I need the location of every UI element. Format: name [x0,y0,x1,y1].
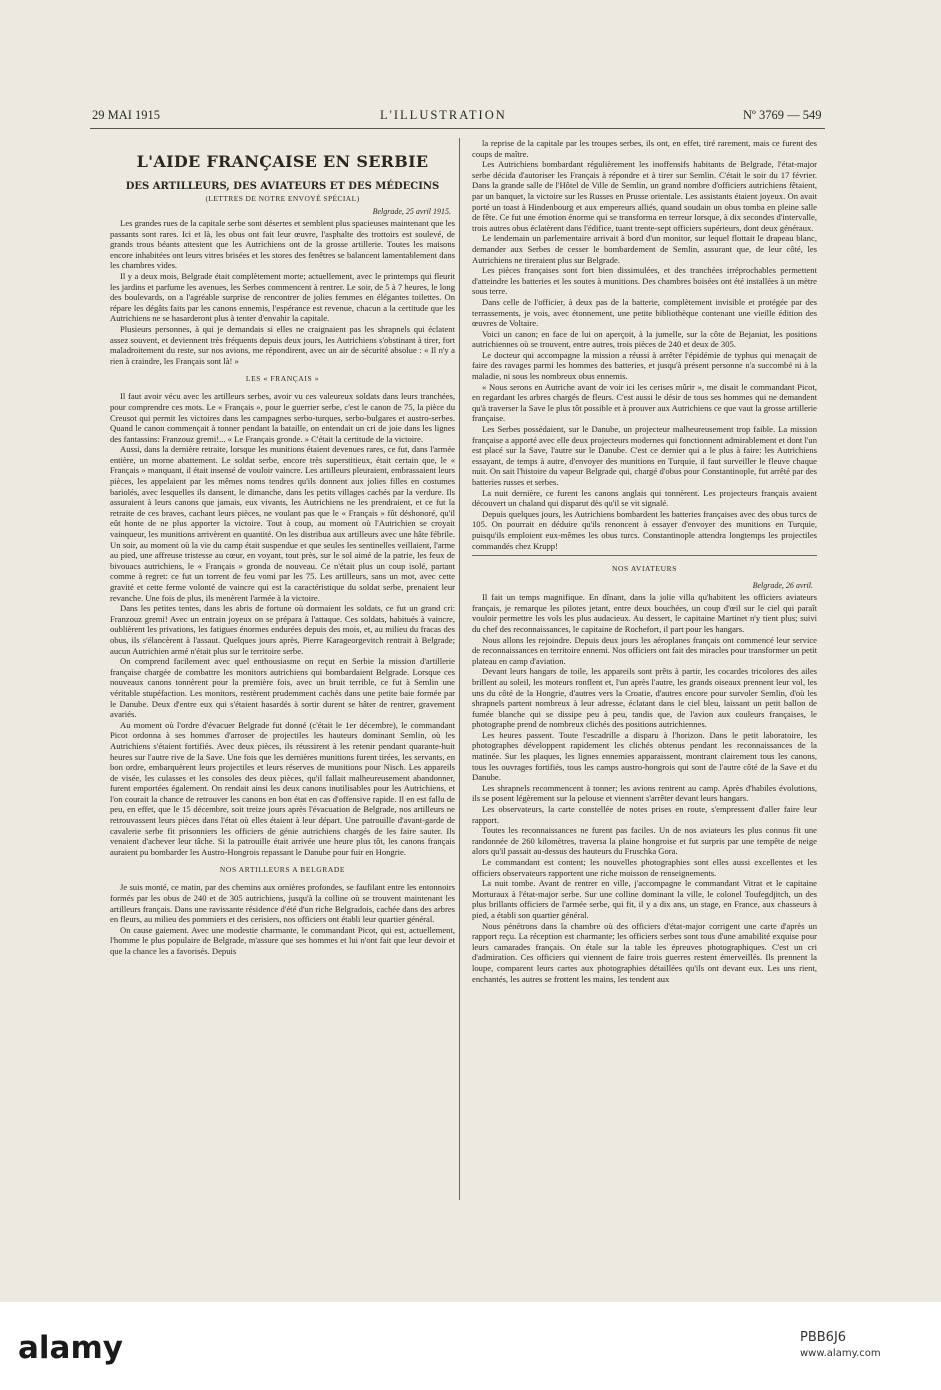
section-heading-artilleurs: NOS ARTILLEURS A BELGRADE [219,865,346,875]
paragraph: « Nous serons en Autriche avant de voir ici les cerises mûrir », me disait le commandant Picot, en regardant les arbres chargés de fleurs. C'est aussi le désir de tous ses hommes qui ne demandent qu'à traverser la Save le plus tôt possible et à prouver aux Autrichiens ce que vaut la grosse artillerie française. [472,381,817,424]
article-dateline: Belgrade, 25 avril 1915. [372,207,451,216]
article-title: L'AIDE FRANÇAISE EN SERBIE [136,152,429,171]
paragraph: Les shrapnels recommencent à tonner; les avions rentrent au camp. Après d'habiles évolutions, ils se posent légèrement sur la pelouse et viennent s'arrêter devant leurs hangars. [472,782,817,804]
section-heading-francais: LES « FRANÇAIS » [245,374,320,384]
paragraph: Les observateurs, la carte constellée de notes prises en route, s'empressent d'aller faire leur rapport. [472,804,817,825]
paragraph: Le lendemain un parlementaire arrivait à bord d'un monitor, sur lequel flottait le drapeau blanc, demander aux Serbes de cesser le bombardement de Semlin, assurant que, de leur côté, les Autrichiens ne tireraient plus sur Belgrade. [472,233,817,265]
paragraph: Devant leurs hangars de toile, les appareils sont prêts à partir, les cocardes tricolores des ailes brillent au soleil, les moteurs ronflent et, l'un après l'autre, les grands oiseaux prennent leur vol, les uns du côté de la Hongrie, d'autres vers la Croatie, d'autres encore pour survoler Semlin, d'où les shrapnels partent nombreux à leur adresse, éclatant dans le ciel bleu, laissant un petit ballon de fumée blanche qui se dissipe peu à peu, tandis que, de l'avion aux couleurs françaises, le photographe prend de nombreux clichés des positions autrichiennes. [472,666,817,730]
left-column [110,138,455,1200]
paragraph: Nous allons les rejoindre. Depuis deux jours les aéroplanes français ont commencé leur service de reconnaissances en territoire ennemi. Nos officiers ont fait des miracles pour transformer un petit plateau en camp d'aviation. [472,634,817,666]
paragraph: Les heures passent. Toute l'escadrille a disparu à l'horizon. Dans le petit laboratoire, les photographes développent rapidement les clichés obtenus pendant les reconnaissances de la matinée. Sur les plaques, les lignes ennemies apparaissent, montrant clairement tous les canons, tous les ouvrages fortifiés, tous les camps austro-hongrois qui sont de l'autre côté de la Save et du Danube. [472,729,817,783]
paragraph: On comprend facilement avec quel enthousiasme on reçut en Serbie la mission d'artillerie française chargée de combattre les monitors autrichiens qui bombardaient Belgrade. Lorsque ces nouveaux canons tonnèrent pour la première fois, avec un bruit terrible, ce fut à Semlin une véritable stupéfaction. Les monitors, restèrent prudemment cachés dans une petite baie formée par le Danube. Deux d'entre eux qui s'étaient hasardés à sortir durent se hâter de rentrer, gravement avariés. [110,656,455,720]
header-rule [90,128,825,129]
article-byline: (LETTRES DE NOTRE ENVOYÉ SPÉCIAL) [205,194,360,203]
paragraph: Les pièces françaises sont fort bien dissimulées, et des tranchées irréprochables permettent d'atteindre les batteries et les soutes à munitions. Des chambres boisées ont été installées à un mètre sous terre. [472,265,817,297]
right-column [472,138,817,1200]
paragraph: la reprise de la capitale par les troupes serbes, ils ont, en effet, tiré rarement, mais ce furent des coups de maître. [472,138,817,159]
alamy-logo: alamy [18,1330,123,1366]
paragraph: Les Autrichiens bombardant régulièrement les inoffensifs habitants de Belgrade, l'état-major serbe décida d'autoriser les Français à répondre et à tirer sur Semlin. C'était le soir du 17 février. Dans la grande salle de l'Hôtel de Ville de Semlin, un grand nombre d'officiers autrichiens fêtaient, par un banquet, la victoire sur les Russes en Prusse orientale. Les assistants étaient joyeux. On avait porté un toast à Hindenbourg et aux empereurs alliés, quand soudain un obus tomba en pleine salle de fête. Ce fut une émotion énorme qui se transforma en terreur lorsque, à dix secondes d'intervalle, trois autres obus éclatèrent dans l'édifice, tuant trente-sept officiers supérieurs, dont deux généraux. [472,159,817,233]
section-rule [472,555,817,556]
paragraph: Dans celle de l'officier, à deux pas de la batterie, complètement invisible et protégée par des terrassements, je vois, avec étonnement, une petite bibliothèque contenant une vieille édition des œuvres de Voltaire. [472,296,817,329]
paragraph: Il y a deux mois, Belgrade était complètement morte; actuellement, avec le printemps qui fleurit les jardins et parfume les avenues, les Serbes commencent à rentrer. Le soir, de 5 à 7 heures, le long des boulevards, on a l'agréable surprise de rencontrer de jolies femmes en élégantes toilettes. On répare les dégâts faits par les canons ennemis, l'espérance est revenue, chacun a la certitude que les Autrichiens ne se hasarderont plus à tenter d'envahir la capitale. [110,270,455,324]
page-number: Nº 3769 — 549 [743,108,822,122]
paragraph: Depuis quelques jours, les Autrichiens bombardent les batteries françaises avec des obus turcs de 105. On pourrait en déduire qu'ils renoncent à essayer d'envoyer des munitions en Turquie, puisqu'ils emploient eux-mêmes les obus turcs. Constantinople attendra longtemps les projectiles commandés chez Krupp! [472,508,817,551]
paragraph: Au moment où l'ordre d'évacuer Belgrade fut donné (c'était le 1er décembre), le commandant Picot ordonna à ses hommes d'arroser de projectiles les hauteurs dominant Semlin, où les Autrichiens s'étaient fortifiés. Avec deux pièces, ils réussirent à les retenir pendant quarante-huit heures sur l'autre rive de la Save. Une fois que les dernières munitions furent tirées, les servants, en bon ordre, embarquèrent leurs projectiles et leurs réserves de munitions pour Nisch. Les appareils de visée, les culasses et les consoles des deux pièces, qu'il fallait malheureusement abandonner, furent emportées également. On rendait ainsi les deux canons inutilisables pour les Autrichiens, et l'on courait la chance de retrouver les canons en bon état en cas d'offensive rapide. Il en est fallu de peu, en effet, que le 15 décembre, soit treize jours après l'évacuation de Belgrade, nos artilleurs ne retrouvassent leurs pièces dans l'état où elles étaient à leur départ. Une patrouille d'avant-garde de cavalerie serbe fit prisonniers les officiers de génie autrichiens chargés de les faire sauter. Ils venaient d'achever leur tâche. Si la patrouille était arrivée une heure plus tôt, les canons français auraient pu bombarder les Austro-Hongrois repassant le Danube pour fuir en Hongrie. [110,719,455,857]
section-dateline: Belgrade, 26 avril. [752,581,813,591]
paragraph: Dans les petites tentes, dans les abris de fortune où dormaient les soldats, ce fut un grand cri: Franzouz gremi! Avec un entrain joyeux on se prépara à l'attaque. Ces soldats, habitués à vaincre, oublièrent les privations, les fatigues énormes endurées depuis des mois, et, au milieu du fracas des obus, ils s'élancèrent à l'assaut. Quelques jours après, Pierre Karageorgevitch rentrait à Belgrade; aucun Autrichien armé n'était plus sur le territoire serbe. [110,603,455,656]
page-header [0,108,941,130]
issue-date: 29 MAI 1915 [92,108,161,122]
paragraph: Voici un canon; en face de lui on aperçoit, à la jumelle, sur la côte de Bejaniat, les positions autrichiennes où se trouvent, entre autres, trois pièces de 240 et deux de 305. [472,328,817,350]
article-subtitle: DES ARTILLEURS, DES AVIATEURS ET DES MÉDECINS [125,181,440,192]
paragraph: La nuit tombe. Avant de rentrer en ville, j'accompagne le commandant Vitrat et le capitaine Morturaux à l'état-major serbe. Sur une colline dominant la ville, le colonel Toufegdjitch, un des plus brillants officiers de l'armée serbe, qui fit, il y a dix ans, un stage, en France, aux chasseurs à pied, a établi son quartier général. [472,878,817,920]
paragraph: La nuit dernière, ce furent les canons anglais qui tonnèrent. Les projecteurs français avaient découvert un chaland qui disparut dès qu'il se vit signalé. [472,487,817,509]
watermark-url: www.alamy.com [800,1348,881,1359]
paragraph: Toutes les reconnaissances ne furent pas faciles. Un de nos aviateurs les plus connus fit une randonnée de 260 kilomètres, traversa la plaine hongroise et fut surpris par une tempête de neige alors qu'il passait au-dessus des hauteurs du Fruschka Gora. [472,825,817,857]
paragraph: Il fait un temps magnifique. En dînant, dans la jolie villa qu'habitent les officiers aviateurs français, je remarque les pilotes jetant, entre deux bouchées, un coup d'œil sur le ciel qui paraît vouloir permettre les vols les plus audacieux. Au dessert, le capitaine Martinet n'y tient plus; suivi du chef des reconnaissances, le capitaine de Rochefort, il part pour les hangars. [472,592,817,634]
paragraph: Nous pénétrons dans la chambre où des officiers d'état-major corrigent une carte d'après un rapport reçu. La réception est charmante; les officiers serbes sont tous d'une amabilité exquise pour leurs camarades français. On étale sur la table les épreuves photographiques. C'est un cri d'admiration. Ces officiers qui viennent de faire trois guerres restent émerveillés. Ils prennent la loupe, comparent leurs cartes aux photographies détaillées qu'ils ont devant eux. Les uns rient, enchantés, les autres se frottent les mains, les tendent aux [472,920,817,984]
paragraph: Je suis monté, ce matin, par des chemins aux ornières profondes, se faufilant entre les entonnoirs formés par les obus de 240 et de 305 autrichiens, jusqu'à la colline où se trouvent maintenant les artilleurs français. Dans une ravissante résidence d'été d'un riche Belgradois, cachée dans des arbres en fleurs, au milieu des pommiers et des cerisiers, nos officiers ont établi leur quartier général. [110,882,455,925]
image-id: PBB6J6 [800,1330,847,1345]
paragraph: Les Serbes possédaient, sur le Danube, un projecteur malheureusement trop faible. La mission française a apporté avec elle deux projecteurs modernes qui fonctionnent admirablement et dont l'un est placé sur la Save, l'autre sur le Danube. C'est ce dernier qui a le plus à faire: les Autrichiens essayant, de temps à autre, d'envoyer des munitions en Turquie, il faut surveiller le fleuve chaque nuit. On sait l'histoire du vapeur Belgrade qui, chargé d'obus pour Constantinople, fut arrêté par des batteries russes et serbes. [472,424,817,487]
publication-title: L'ILLUSTRATION [380,108,507,122]
paragraph: Aussi, dans la dernière retraite, lorsque les munitions étaient devenues rares, ce fut, dans l'armée entière, un morne abattement. Le soldat serbe, encore très superstitieux, était certain que, le « Français » manquant, il était insensé de vouloir vaincre. Les artilleurs pleuraient, embrassaient leurs pièces, les appelaient par les mêmes noms tendres qu'ils donnent aux jolies filles en costumes bariolés, avec lesquelles ils dansent, le dimanche, dans les petits villages cachés par la verdure. Ils assuraient à leurs canons que jamais, eux vivants, les Autrichiens ne les prendraient, et ce fut la retraite de ces braves, cachant leurs pièces, ne voulant pas que le « Français » fût déshonoré, qu'il eût honte de ne plus apporter la victoire. Tout à coup, au moment où l'Autrichien se croyait vainqueur, les munitions arrivèrent en quantité. On les distribua aux artilleurs avec une hâte fébrile. Un soir, au moment où la vie du camp était suspendue et que seules les sentinelles veillaient, l'arme au pied, une affreuse tristesse au cœur, en voyant, tout près, sur le sol aimé de la patrie, les feux de bivouacs autrichiens, le « Français » gronda de nouveau. Ce n'était plus un coup isolé, partant comme à regret: ce fut un torrent de feu vomi par les 75. Les artilleurs, sans un mot, avec cette gravité et cette ferme volonté de vaincre qui est la caractéristique du soldat serbe, prenaient leur revanche. Une fois de plus, ils menèrent l'armée à la victoire. [110,444,455,603]
paragraph: Plusieurs personnes, à qui je demandais si elles ne craignaient pas les shrapnels qui éclatent assez souvent, et deviennent très fréquents depuis deux jours, les Autrichiens s'obstinant à tirer, fort maladroitement du reste, sur nos avions, me répondirent, avec un air de sécurité absolue : « Il n'y a rien à craindre, les Français sont là! » [110,323,455,366]
section-heading-aviateurs: NOS AVIATEURS [612,564,677,574]
paragraph: On cause gaiement. Avec une modestie charmante, le commandant Picot, qui est, actuellement, l'homme le plus populaire de Belgrade, m'assure que ses hommes et lui n'ont fait que leur devoir et que la chance les a favorisés. Depuis [110,924,455,956]
watermark-bar [0,1302,941,1390]
paragraph: Le commandant est content; les nouvelles photographies sont elles aussi excellentes et les officiers observateurs rapportent une riche moisson de renseignements. [472,857,817,878]
paragraph: Le docteur qui accompagne la mission a réussi à arrêter l'épidémie de typhus qui menaçait de faire des ravages parmi les hommes des batteries, et jusqu'à présent personne n'a succombé ni à la maladie, ni sous les nombreux obus ennemis. [472,349,817,382]
paragraph: Les grandes rues de la capitale serbe sont désertes et semblent plus spacieuses maintenant que les passants sont rares. Ici et là, les obus ont fait leur œuvre, l'asphalte des trottoirs est soulevé, de grands trous béants attestent que les Autrichiens ont de la grosse artillerie. Toutes les maisons encore inhabitées ont leurs vitres brisées et les stores des fenêtres se balancent lamentablement dans les chambres vides. [110,218,455,271]
column-divider [459,138,460,1200]
paragraph: Il faut avoir vécu avec les artilleurs serbes, avoir vu ces valeureux soldats dans leurs tranchées, pour comprendre ces mots. Le « Français », pour le guerrier serbe, c'est le canon de 75, la pièce du Creusot qui permit les victoires dans les campagnes serbo-turques, serbo-bulgares et austro-serbes. Quand le canon commençait à tonner pendant la bataille, on entendait un cri de joie dans les lignes des fantassins: Franzouz gremi!... « Le Français gronde. » C'était la certitude de la victoire. [110,391,455,444]
